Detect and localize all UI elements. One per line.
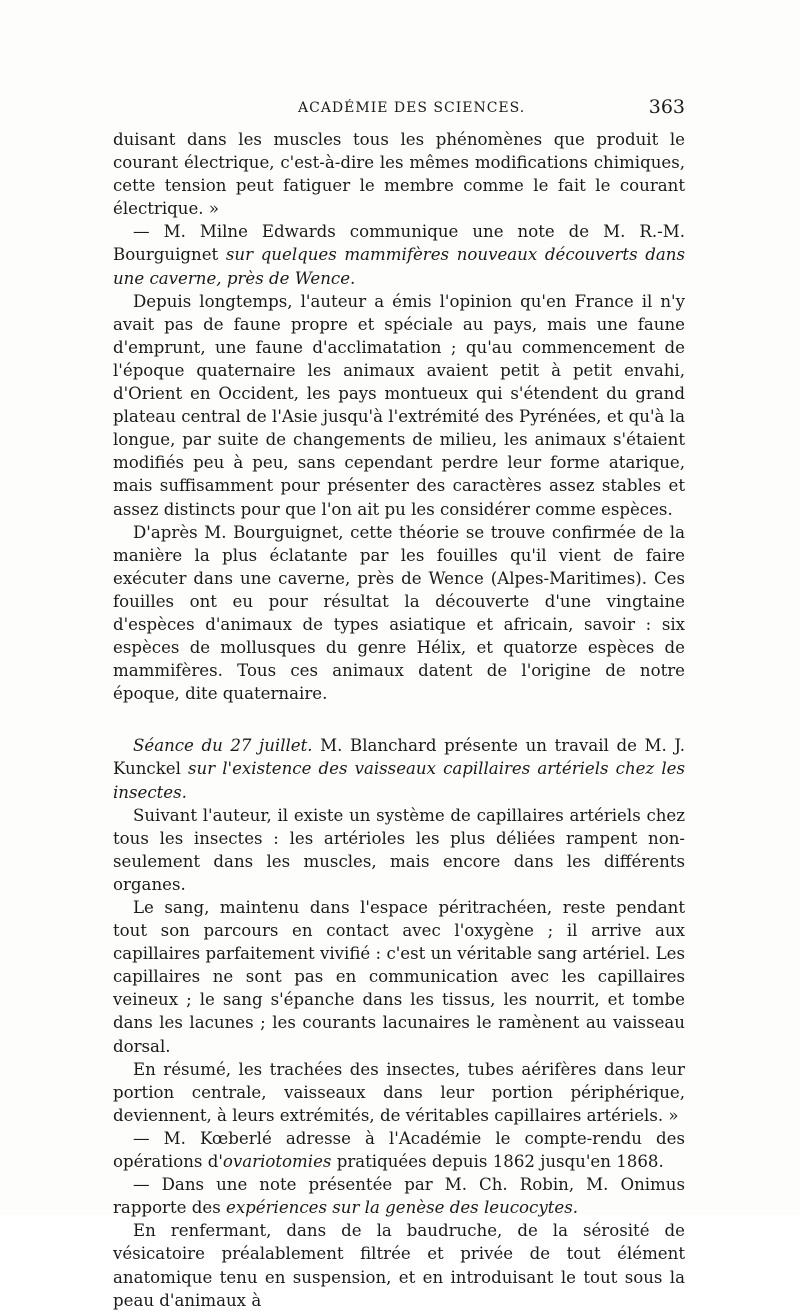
page-header — [113, 96, 685, 122]
onimus-title: expériences sur la genèse des leucocytes. — [226, 1198, 578, 1218]
paragraph-milne-edwards-note — [113, 220, 685, 289]
paragraph-session-27-july — [113, 734, 685, 803]
paragraph-summary-tracheae: En résumé, les trachées des insectes, tubes aérifères dans leur portion centrale, vaisseaux dans leur portion périphérique, deviennent, à leurs extrémités, de véritables capillaires artériels. » — [113, 1059, 685, 1125]
paragraph-onimus-note — [113, 1173, 685, 1219]
paragraph-vesicatory-experiment: En renfermant, dans de la baudruche, de la sérosité de vésicatoire préalablement filtrée et privée de tout élément anatomique tenu en suspension, et en introduisant le tout sous la peau d'animaux à — [113, 1221, 685, 1310]
paragraph-muscle-current: duisant dans les muscles tous les phénomènes que produit le courant électrique, c'est-à-dire les mêmes modifications chimiques, cette tension peut fatiguer le membre comme le fait le courant électrique. » — [113, 130, 685, 219]
article-body — [113, 128, 685, 1312]
report-tail: pratiquées depuis 1862 jusqu'en 1868. — [331, 1152, 664, 1172]
paragraph-capillary-system: Suivant l'auteur, il existe un système de capillaires artériels chez tous les insectes : les artérioles les plus déliées rampent non-seulement dans les muscles, mais encore dans les différents organes. — [113, 805, 685, 894]
onimus-lead: — Dans une note présentée par M. Ch. Robin, M. Onimus rapporte des — [113, 1175, 685, 1218]
session-label: Séance du 27 juillet. — [133, 736, 313, 756]
paragraph-bourguignet-findings: D'après M. Bourguignet, cette théorie se trouve confirmée de la manière la plus éclatante par les fouilles qu'il vient de faire exécuter dans une caverne, près de Wence (Alpes-Maritimes). Ces fouilles ont eu pour résultat la découverte d'une vingtaine d'espèces d'animaux de types asiatique et africain, savoir : six espèces de mollusques du genre Hélix, et quatorze espèces de mammifères. Tous ces animaux datent de l'origine de notre époque, dite quaternaire. — [113, 522, 685, 704]
note-lead: — M. Milne Edwards communique une note de M. R.-M. Bourguignet — [113, 222, 685, 265]
note-title: sur quelques mammifères nouveaux découverts dans une caverne, près de Wence. — [113, 245, 685, 288]
report-lead: — M. Kœberlé adresse à l'Académie le compte-rendu des opérations d' — [113, 1128, 685, 1172]
session-title: sur l'existence des vaisseaux capillaires artériels chez les insectes. — [113, 759, 685, 802]
running-head: ACADÉMIE DES SCIENCES. — [298, 100, 526, 116]
page-number: 363 — [648, 96, 685, 118]
report-italic: ovariotomies — [222, 1152, 332, 1172]
paragraph-koeberle-report — [113, 1127, 685, 1173]
paragraph-fauna-theory: Depuis longtemps, l'auteur a émis l'opinion qu'en France il n'y avait pas de faune propre et spéciale au pays, mais une faune d'emprunt, une faune d'acclimatation ; qu'au commencement de l'époque quaternaire les animaux avaient petit à petit envahi, d'Orient en Occident, les pays montueux qui s'étendent du grand plateau central de l'Asie jusqu'à l'extrémité des Pyrénées, et qu'à la longue, par suite de changements de milieu, les animaux s'étaient modifiés peu à peu, sans cependant perdre leur forme atarique, mais suffisamment pour présenter des caractères assez stables et assez distincts pour que l'on ait pu les considérer comme espèces. — [113, 291, 685, 519]
paragraph-blood-circulation: Le sang, maintenu dans l'espace péritrachéen, reste pendant tout son parcours en contact avec l'oxygène ; il arrive aux capillaires parfaitement vivifié : c'est un véritable sang artériel. Les capillaires ne sont pas en communication avec les capillaires veineux ; le sang s'épanche dans les tissus, les nourrit, et tombe dans les lacunes ; les courants lacunaires le ramènent au vaisseau dorsal. — [113, 898, 685, 1056]
session-lead: M. Blanchard présente un travail de M. J. Kunckel — [113, 736, 685, 779]
